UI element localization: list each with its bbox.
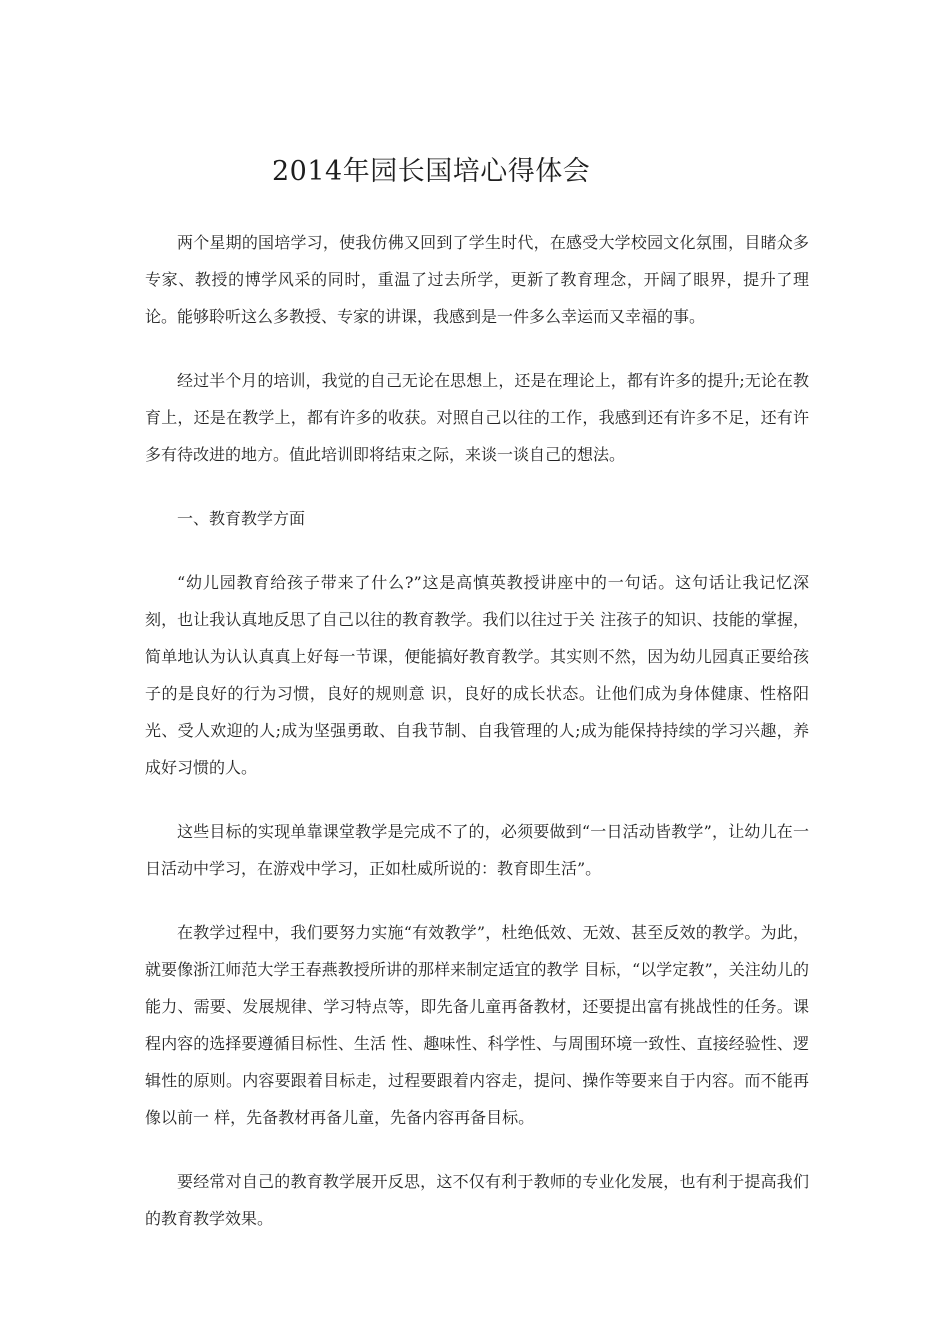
paragraph-self-reflection: 要经常对自己的教育教学展开反思，这不仅有利于教师的专业化发展，也有利于提高我们的教育教学效果。 (145, 1172, 809, 1228)
paragraph-effective-teaching: 在教学过程中，我们要努力实施“有效教学”，杜绝低效、无效、甚至反效的教学。为此，就要像浙江师范大学王春燕教授所讲的那样来制定适宜的教学 目标，“以学定教”，关注幼儿的能力、需要、发展规律、学习特点等，即先备儿童再备教材，还要提出富有挑战性的任务。课程内容的选择要遵循目标性、生活 性、趣味性、科学性、与周围环境一致性、直接经验性、逻辑性的原则。内容要跟着目标走，过程要跟着内容走，提问、操作等要来自于内容。而不能再像以前一 样，先备教材再备儿童，先备内容再备目标。 (145, 923, 809, 1127)
paragraph-daily-activities: 这些目标的实现单靠课堂教学是完成不了的，必须要做到“一日活动皆教学”，让幼儿在一日活动中学习，在游戏中学习，正如杜威所说的：教育即生活”。 (145, 822, 809, 878)
document-body (145, 224, 809, 1264)
paragraph-reflection: 经过半个月的培训，我觉的自己无论在思想上，还是在理论上，都有许多的提升;无论在教育上，还是在教学上，都有许多的收获。对照自己以往的工作，我感到还有许多不足，还有许多有待改进的地方。值此培训即将结束之际，来谈一谈自己的想法。 (145, 371, 809, 464)
document-title: 2014年园长国培心得体会 (272, 156, 591, 187)
section-heading: 一、教育教学方面 (177, 509, 306, 528)
paragraph-intro: 两个星期的国培学习，使我仿佛又回到了学生时代，在感受大学校园文化氛围，目睹众多专家、教授的博学风采的同时，重温了过去所学，更新了教育理念，开阔了眼界，提升了理论。能够聆听这么多教授、专家的讲课，我感到是一件多么幸运而又幸福的事。 (145, 233, 809, 326)
paragraph-education-question: “幼儿园教育给孩子带来了什么?”这是高慎英教授讲座中的一句话。这句话让我记忆深刻，也让我认真地反思了自己以往的教育教学。我们以往过于关 注孩子的知识、技能的掌握，简单地认为认认真真上好每一节课，便能搞好教育教学。其实则不然，因为幼儿园真正要给孩子的是良好的行为习惯，良好的规则意 识，良好的成长状态。让他们成为身体健康、性格阳光、受人欢迎的人;成为坚强勇敢、自我节制、自我管理的人;成为能保持持续的学习兴趣，养成好习惯的人。 (145, 573, 809, 777)
